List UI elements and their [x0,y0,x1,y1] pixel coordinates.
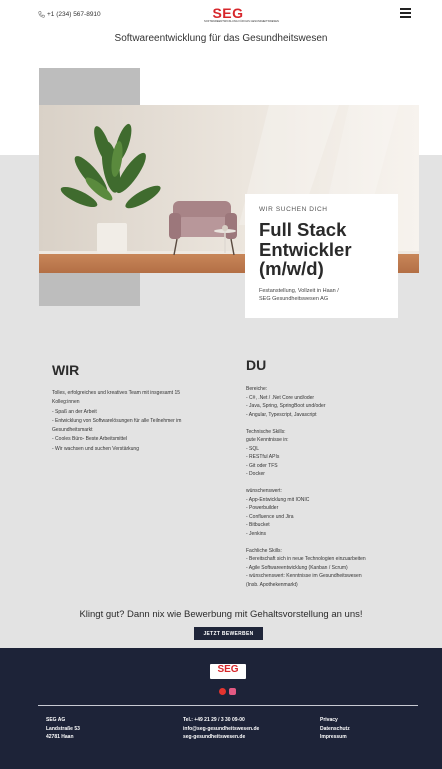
job-eyebrow: WIR SUCHEN DICH [259,206,328,213]
list-item: - RESTful APIs [246,454,280,460]
cta-text: Klingt gut? Dann nix wie Bewerbung mit Gehaltsvorstellung an uns! [79,609,363,620]
section-title: Technische Skills: [246,428,286,435]
list-item: - Bereitschaft sich in neue Technologien einzuarbeiten [246,556,366,562]
email-link[interactable]: info@seg-gesundheitswesen.de [183,725,260,732]
seg-logo[interactable] [204,5,279,25]
list-item: - Entwicklung von Softwarelösungen für alle Teilnehmer im [52,417,182,424]
footer-logo[interactable] [210,664,246,679]
list-item: Kolleg:innen [52,399,80,406]
list-item: - Wir wachsen und suchen Verstärkung [52,445,139,452]
list-item: - Cooles Büro- Beste Arbeitsmittel [52,436,128,443]
list-item: - Spaß an der Arbeit [52,408,97,415]
logo-tagline: SOFTWAREENTWICKLUNG FÜR DAS GESUNDHEITSWESEN [204,20,279,23]
du-list [246,385,406,589]
hamburger-icon[interactable] [400,8,412,20]
list-item: Tolles, erfolgreiches und kreatives Team mit insgesamt 15 [52,390,181,396]
site-header [0,0,442,30]
impressum-link[interactable]: Impressum [320,734,347,740]
list-item: - C#, .Net / .Net Core und/oder [246,394,315,401]
datenschutz-link[interactable]: Datenschutz [320,725,350,732]
section-title: Bereiche: [246,386,268,392]
wir-list [52,389,212,454]
social-links [219,688,236,695]
list-item: - Powerbuilder [246,505,279,511]
page-subtitle: Softwareentwicklung für das Gesundheitswesen [114,33,328,44]
footer-divider [38,705,418,706]
logo-wordmark: SEG [212,5,244,21]
list-item: - Angular, Typescript, Javascript [246,411,317,418]
phone-icon [38,11,45,18]
apply-button[interactable]: JETZT BEWERBEN [194,627,263,640]
list-item: - Docker [246,471,265,477]
footer-links [320,716,350,742]
phone-link[interactable] [38,11,101,18]
list-item: - SQL [246,445,260,452]
list-item: - App-Entwicklung mit IONIC [246,496,310,503]
wir-heading: WIR [52,362,80,378]
privacy-link[interactable]: Privacy [320,717,338,723]
list-item: - Java, Spring, SpringBoot und/oder [246,403,326,409]
list-item: - Confluence und Jira [246,513,294,520]
list-item: - Jenkins [246,530,267,537]
list-item: - Bitbucket [246,522,270,528]
website-link[interactable]: seg-gesundheitswesen.de [183,734,246,740]
section-title: wünschenswert: [246,488,282,494]
list-item: - Git oder TFS [246,462,278,469]
instagram-icon[interactable] [229,688,236,695]
job-title: Full Stack Entwickler (m/w/d) [259,219,352,279]
phone-link[interactable]: Tel.: +49 21 29 / 3 30 09-00 [183,717,245,723]
list-item: - wünschenswert: Kenntnisse im Gesundheitswesen [246,573,362,579]
list-item: (Insb. Apothekenmarkt) [246,581,298,588]
facebook-icon[interactable] [219,688,226,695]
list-item: - Agile Softwareentwicklung (Kanban / Scrum) [246,564,348,571]
section-subtitle: gute Kenntnisse in: [246,437,289,443]
footer-contact [183,716,259,742]
section-title: Fachliche Skills: [246,547,282,554]
job-card [245,194,398,318]
du-heading: DU [246,357,267,373]
list-item: Gesundheitsmarkt [52,427,93,434]
phone-number: +1 (234) 567-8910 [47,11,101,18]
job-meta: Festanstellung, Vollzeit in Haan / SEG Gesundheitswesen AG [259,287,339,302]
footer-logo-wordmark: SEG [211,665,245,675]
footer-address: SEG AG Landstraße 53 42781 Haan [46,717,80,740]
site-footer [0,648,442,769]
